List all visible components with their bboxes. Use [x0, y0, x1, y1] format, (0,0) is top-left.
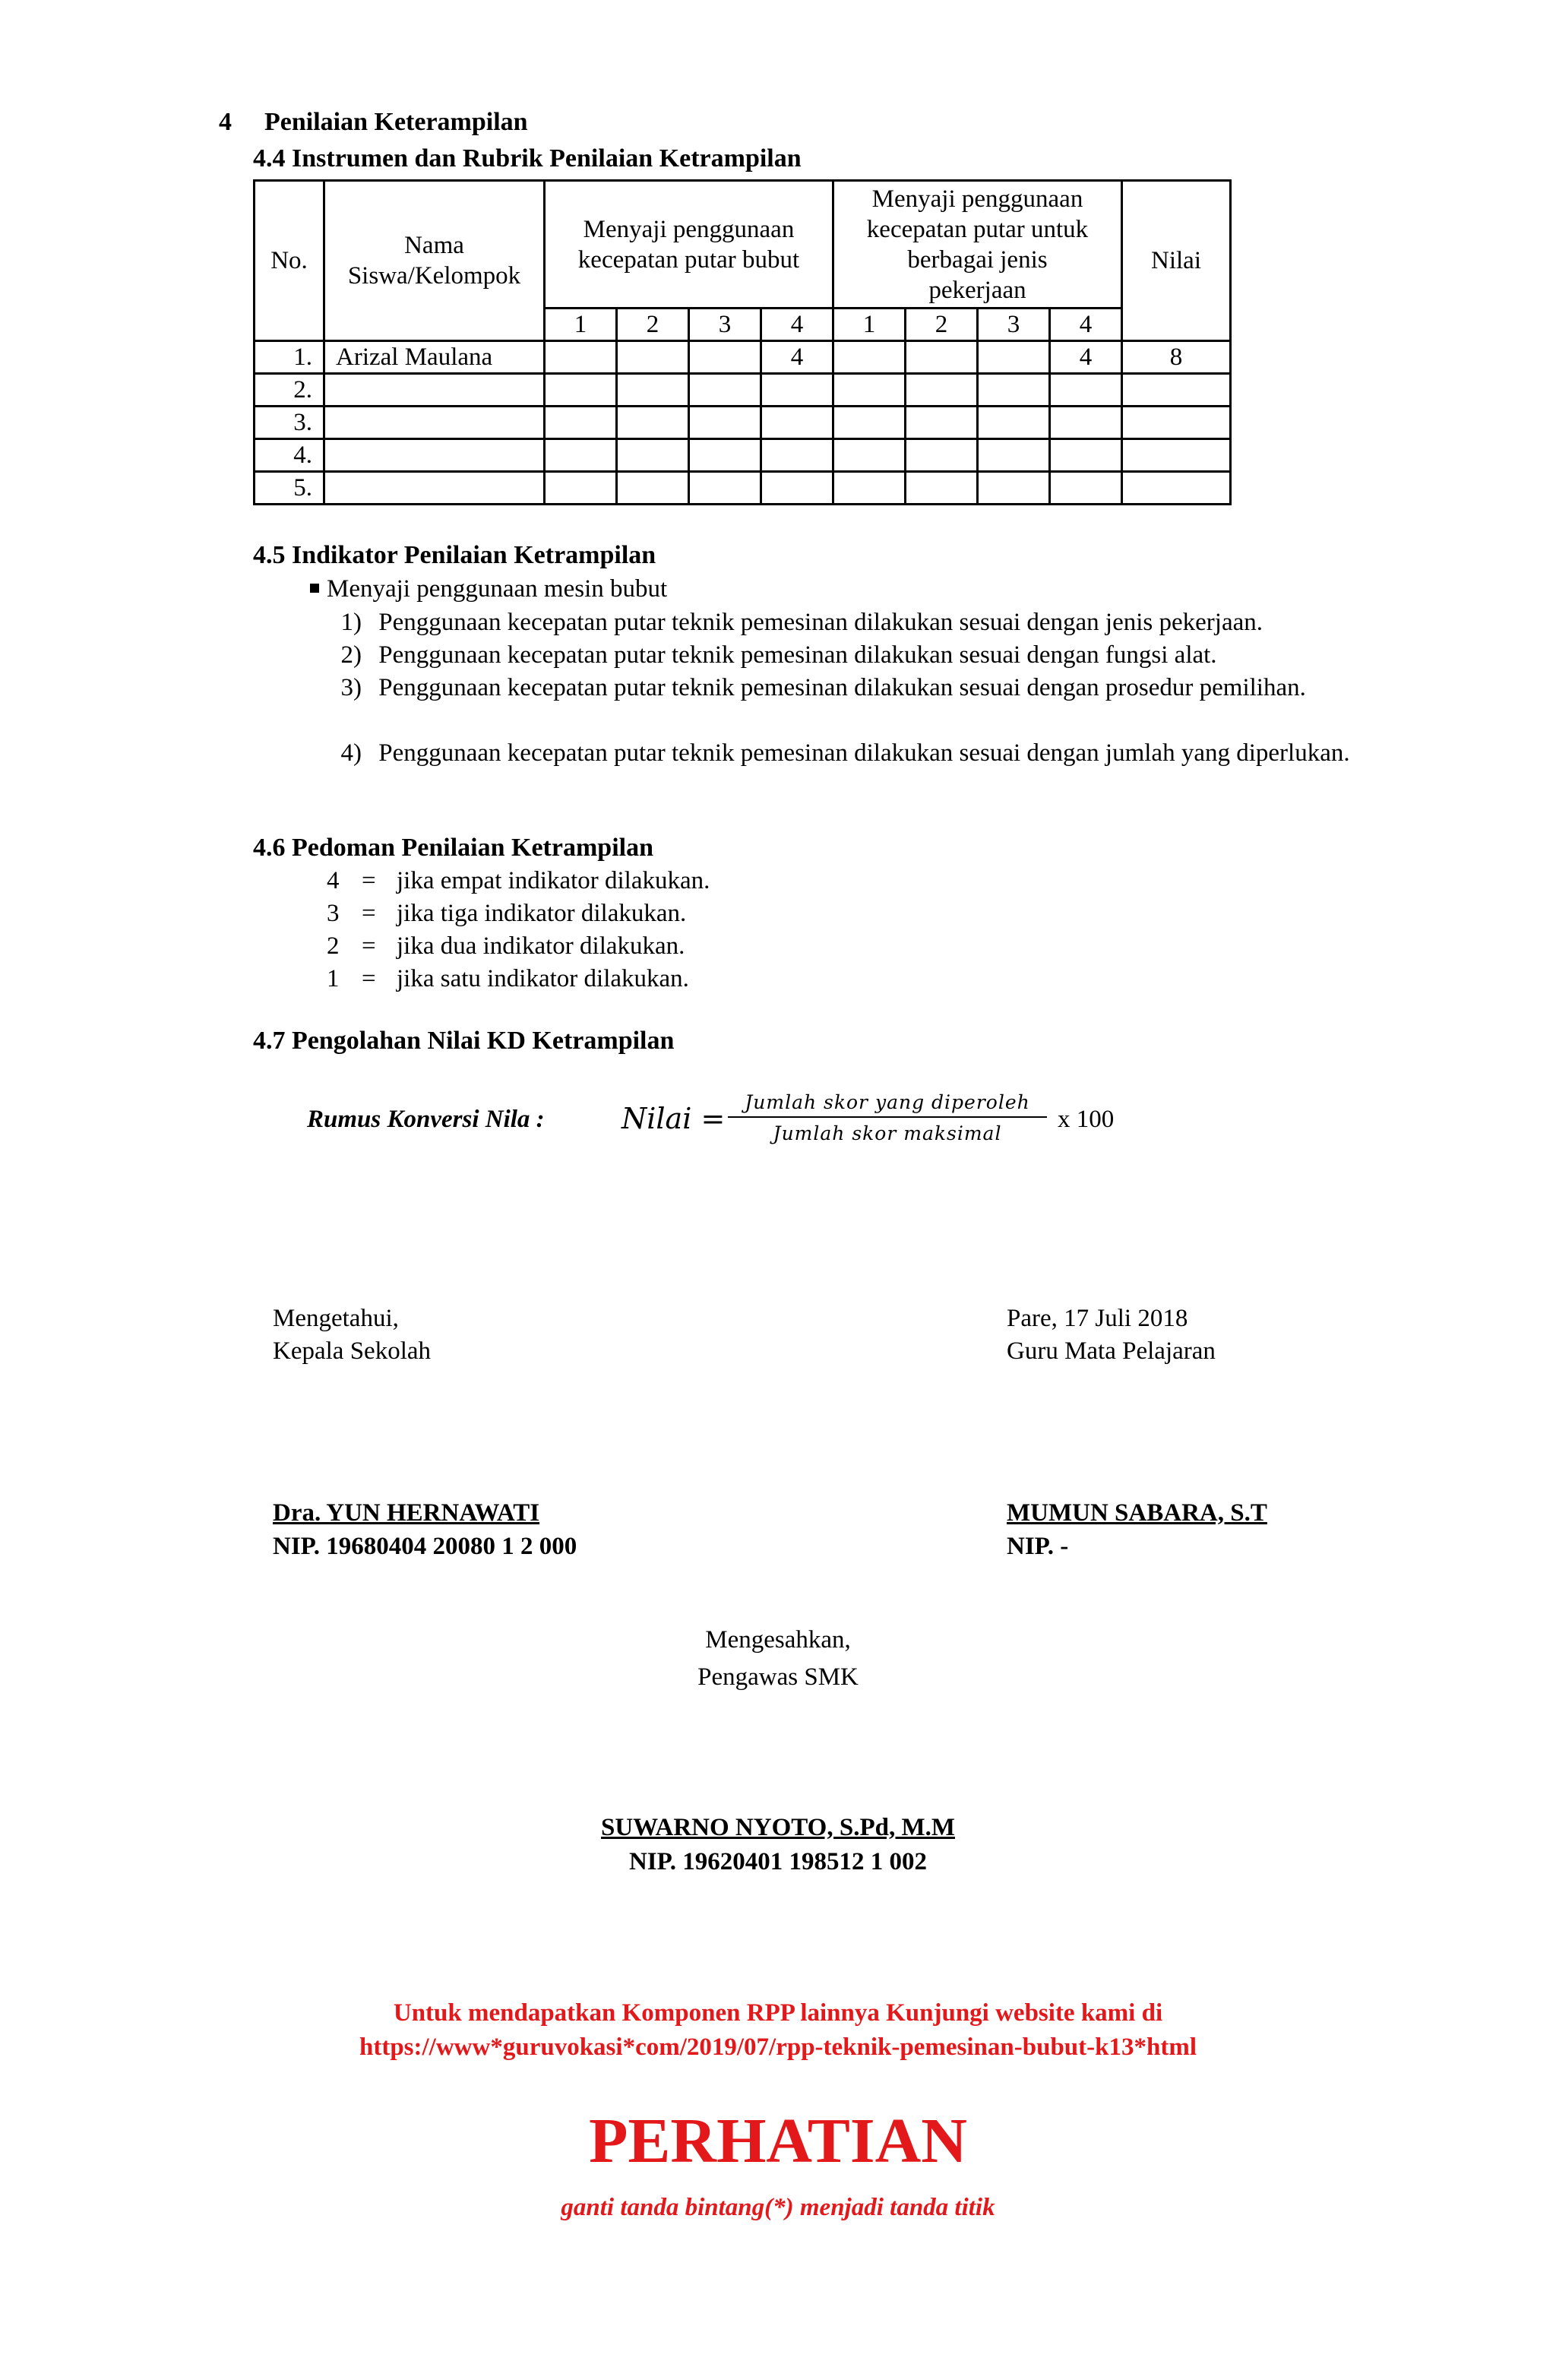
table-row — [255, 472, 1231, 505]
table-header-row — [255, 181, 1231, 309]
square-bullet-icon — [310, 584, 319, 593]
score-header: 1 — [545, 309, 617, 341]
left-sign-line1: Mengetahui, — [273, 1305, 399, 1332]
guideline-item: 3 = jika tiga indikator dilakukan. — [327, 900, 687, 927]
indicator-item: 1) Penggunaan kecepatan putar teknik pemesinan dilakukan sesuai dengan jenis pekerjaan. — [340, 609, 1263, 636]
row-nama: Arizal Maulana — [324, 341, 545, 374]
row-score — [689, 472, 761, 505]
score-header: 2 — [906, 309, 978, 341]
row-score — [906, 407, 978, 439]
guideline-item: 1 = jika satu indikator dilakukan. — [327, 965, 689, 992]
row-score — [761, 374, 833, 407]
header-nama: Nama Siswa/Kelompok — [324, 181, 545, 341]
row-score — [978, 407, 1050, 439]
row-score — [689, 341, 761, 374]
header-no: No. — [255, 181, 324, 341]
warning-note: ganti tanda bintang(*) menjadi tanda titik — [561, 2194, 995, 2221]
row-nama — [324, 374, 545, 407]
row-score — [761, 407, 833, 439]
section-heading — [219, 108, 528, 137]
row-score — [906, 341, 978, 374]
rubric-table — [253, 179, 1232, 505]
row-score — [833, 407, 906, 439]
warning-title: PERHATIAN — [589, 2106, 967, 2176]
formula-fraction — [728, 1091, 1047, 1144]
header-nilai: Nilai — [1122, 181, 1231, 341]
row-score — [833, 374, 906, 407]
row-score — [617, 341, 689, 374]
row-score — [617, 439, 689, 472]
row-no: 3. — [255, 407, 324, 439]
score-header: 3 — [978, 309, 1050, 341]
row-score — [689, 407, 761, 439]
row-score — [906, 472, 978, 505]
row-score — [978, 341, 1050, 374]
row-score — [617, 374, 689, 407]
table-row — [255, 407, 1231, 439]
row-score — [545, 439, 617, 472]
score-header: 2 — [617, 309, 689, 341]
row-score — [545, 341, 617, 374]
score-header: 4 — [1050, 309, 1122, 341]
table-row — [255, 439, 1231, 472]
row-nilai — [1122, 374, 1231, 407]
row-score — [761, 472, 833, 505]
subsection-4-4-title: 4.4 Instrumen dan Rubrik Penilaian Ketrampilan — [253, 144, 802, 172]
row-score — [833, 341, 906, 374]
left-sign-line2: Kepala Sekolah — [273, 1337, 432, 1365]
row-score — [906, 439, 978, 472]
score-header: 4 — [761, 309, 833, 341]
row-score — [833, 472, 906, 505]
left-sign-name: Dra. YUN HERNAWATI — [273, 1499, 540, 1527]
row-score — [906, 374, 978, 407]
row-score — [545, 407, 617, 439]
row-score — [978, 439, 1050, 472]
indicator-item: 4) Penggunaan kecepatan putar teknik pemesinan dilakukan sesuai dengan jumlah yang diperlukan. — [340, 739, 1350, 767]
indicator-item: 3) Penggunaan kecepatan putar teknik pemesinan dilakukan sesuai dengan prosedur pemilihan. — [340, 674, 1306, 701]
row-score — [617, 472, 689, 505]
row-score — [1050, 407, 1122, 439]
row-no: 1. — [255, 341, 324, 374]
promo-url: https://www*guruvokasi*com/2019/07/rpp-teknik-pemesinan-bubut-k13*html — [359, 2033, 1197, 2061]
center-sign-line1: Mengesahkan, — [705, 1626, 851, 1654]
formula-label: Rumus Konversi Nila : — [307, 1106, 545, 1133]
guideline-item: 2 = jika dua indikator dilakukan. — [327, 932, 685, 960]
row-nama — [324, 407, 545, 439]
row-nilai — [1122, 439, 1231, 472]
bullet-item: Menyaji penggunaan mesin bubut — [310, 573, 667, 606]
row-no: 5. — [255, 472, 324, 505]
center-sign-nip: NIP. 19620401 198512 1 002 — [628, 1848, 928, 1875]
row-score — [1050, 472, 1122, 505]
subsection-4-6-title: 4.6 Pedoman Penilaian Ketrampilan — [253, 834, 653, 862]
row-score: 4 — [761, 341, 833, 374]
subsection-4-5-title: 4.5 Indikator Penilaian Ketrampilan — [253, 541, 656, 569]
section-title: Penilaian Keterampilan — [264, 108, 528, 136]
row-score — [689, 374, 761, 407]
formula-multiplier: x 100 — [1058, 1106, 1115, 1133]
row-nilai — [1122, 472, 1231, 505]
row-score — [545, 374, 617, 407]
row-nama — [324, 472, 545, 505]
fraction-bar — [728, 1116, 1047, 1118]
row-score — [545, 472, 617, 505]
row-score — [689, 439, 761, 472]
formula-numerator: Jumlah skor yang diperoleh — [745, 1091, 1030, 1113]
center-sign-name: SUWARNO NYOTO, S.Pd, M.M — [600, 1814, 955, 1841]
indicator-item: 2) Penggunaan kecepatan putar teknik pemesinan dilakukan sesuai dengan fungsi alat. — [340, 641, 1217, 669]
row-nilai — [1122, 407, 1231, 439]
row-score — [617, 407, 689, 439]
center-sign-line2: Pengawas SMK — [697, 1663, 859, 1691]
left-sign-nip: NIP. 19680404 20080 1 2 000 — [273, 1533, 577, 1560]
table-row — [255, 374, 1231, 407]
guideline-item: 4 = jika empat indikator dilakukan. — [327, 867, 710, 894]
right-sign-nip: NIP. - — [1007, 1533, 1069, 1560]
promo-text: Untuk mendapatkan Komponen RPP lainnya Kunjungi website kami di — [393, 1999, 1163, 2027]
row-score — [833, 439, 906, 472]
formula-denominator: Jumlah skor maksimal — [773, 1122, 1002, 1144]
row-score — [761, 439, 833, 472]
row-nama — [324, 439, 545, 472]
row-score — [978, 472, 1050, 505]
row-score — [1050, 374, 1122, 407]
score-header: 3 — [689, 309, 761, 341]
row-score — [978, 374, 1050, 407]
row-score — [1050, 439, 1122, 472]
subsection-4-7-title: 4.7 Pengolahan Nilai KD Ketrampilan — [253, 1027, 675, 1055]
section-number: 4 — [219, 108, 232, 136]
row-score: 4 — [1050, 341, 1122, 374]
formula-lhs: Nilai = — [621, 1102, 726, 1135]
row-no: 4. — [255, 439, 324, 472]
row-no: 2. — [255, 374, 324, 407]
header-criterion-1: Menyaji penggunaan kecepatan putar bubut — [545, 181, 833, 309]
right-sign-name: MUMUN SABARA, S.T — [1007, 1499, 1267, 1527]
score-header: 1 — [833, 309, 906, 341]
right-sign-role: Guru Mata Pelajaran — [1007, 1337, 1216, 1365]
header-criterion-2: Menyaji penggunaan kecepatan putar untuk berbagai jenis pekerjaan — [833, 181, 1122, 309]
right-sign-date: Pare, 17 Juli 2018 — [1007, 1305, 1188, 1332]
row-nilai: 8 — [1122, 341, 1231, 374]
table-row — [255, 341, 1231, 374]
